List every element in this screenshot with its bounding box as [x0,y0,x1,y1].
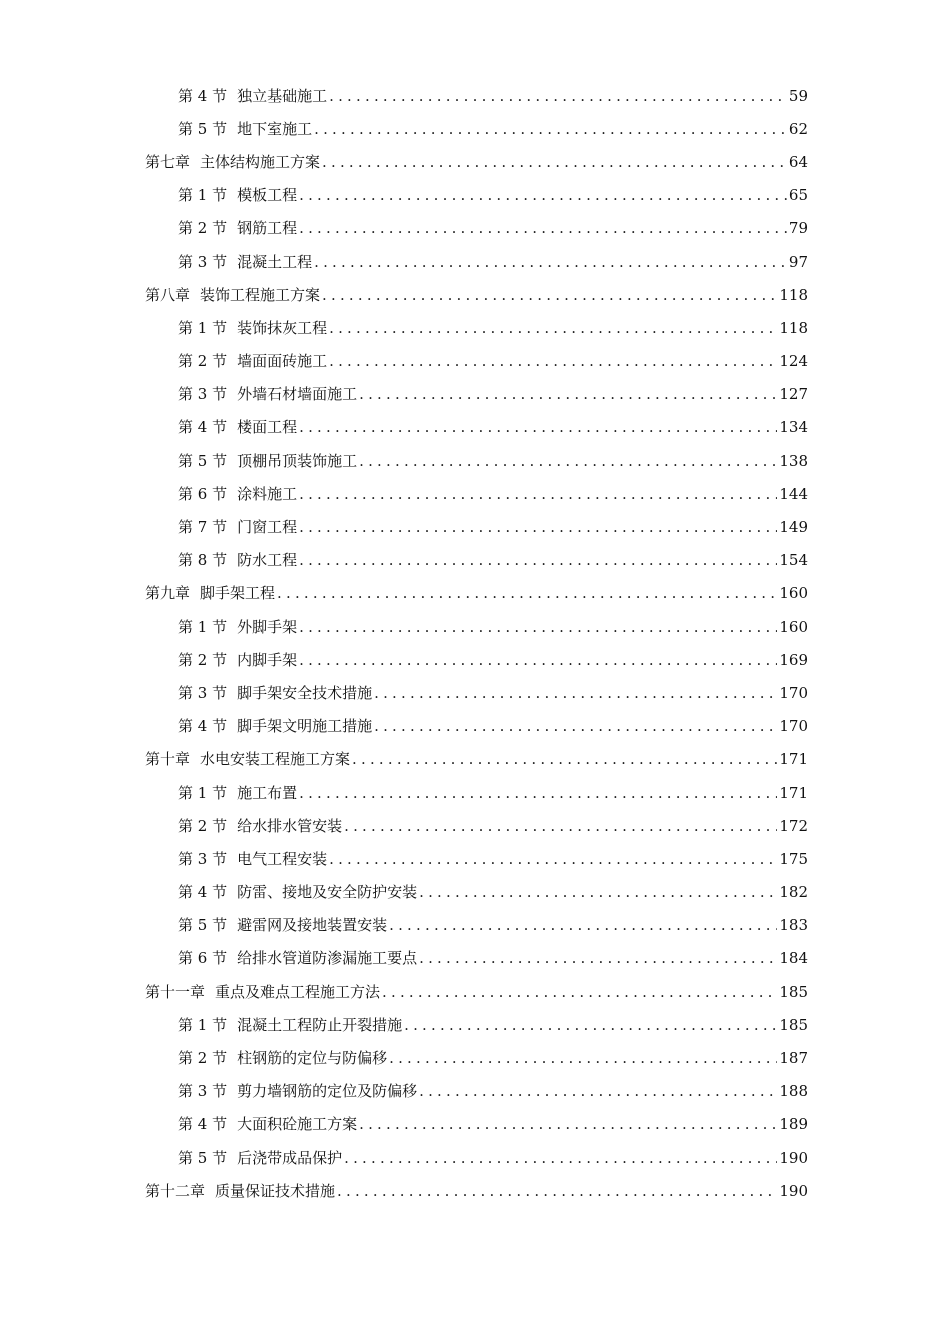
dot-leader [322,152,787,172]
entry-title: 门窗工程 [237,518,298,537]
entry-number: 第 3 节 [178,385,228,404]
entry-page-number: 182 [779,883,808,902]
table-of-contents [0,79,950,1207]
entry-title: 给水排水管安装 [237,816,343,835]
entry-number: 第 2 节 [178,650,228,669]
toc-entry[interactable] [0,278,950,311]
entry-page-number: 190 [779,1148,808,1167]
dot-leader [314,252,787,272]
dot-leader [359,384,777,404]
toc-entry[interactable] [0,610,950,643]
entry-number: 第 6 节 [178,949,228,968]
entry-number: 第 4 节 [178,883,228,902]
entry-number: 第 4 节 [178,86,228,105]
dot-leader [314,119,787,139]
entry-number: 第十章 [145,750,191,769]
entry-number: 第 2 节 [178,816,228,835]
entry-title: 独立基础施工 [237,86,328,105]
dot-leader [299,783,777,803]
dot-leader [299,550,777,570]
entry-title: 楼面工程 [237,418,298,437]
entry-title: 顶棚吊顶装饰施工 [237,451,358,470]
dot-leader [299,417,777,437]
entry-number: 第 4 节 [178,418,228,437]
toc-entry[interactable] [0,577,950,610]
toc-entry[interactable] [0,676,950,709]
toc-entry[interactable] [0,942,950,975]
entry-title: 水电安装工程施工方案 [200,750,351,769]
toc-entry[interactable] [0,179,950,212]
entry-title: 脚手架安全技术措施 [237,683,373,702]
toc-entry[interactable] [0,876,950,909]
dot-leader [359,451,777,471]
entry-title: 地下室施工 [237,119,313,138]
entry-number: 第 1 节 [178,617,228,636]
entry-page-number: 190 [779,1181,808,1200]
entry-title: 防雷、接地及安全防护安装 [237,883,418,902]
toc-entry[interactable] [0,477,950,510]
toc-entry[interactable] [0,1108,950,1141]
entry-number: 第 6 节 [178,484,228,503]
entry-page-number: 170 [779,717,808,736]
entry-page-number: 185 [779,1015,808,1034]
entry-number: 第 5 节 [178,916,228,935]
entry-title: 后浇带成品保护 [237,1148,343,1167]
entry-page-number: 170 [779,683,808,702]
toc-entry[interactable] [0,145,950,178]
entry-number: 第 8 节 [178,551,228,570]
toc-entry[interactable] [0,643,950,676]
dot-leader [337,1181,777,1201]
entry-page-number: 189 [779,1115,808,1134]
toc-entry[interactable] [0,1075,950,1108]
toc-entry[interactable] [0,79,950,112]
entry-number: 第七章 [145,152,191,171]
entry-number: 第八章 [145,285,191,304]
entry-number: 第 1 节 [178,318,228,337]
entry-title: 模板工程 [237,186,298,205]
entry-number: 第 7 节 [178,518,228,537]
entry-number: 第 5 节 [178,1148,228,1167]
entry-page-number: 169 [779,650,808,669]
entry-page-number: 118 [779,285,808,304]
toc-entry[interactable] [0,776,950,809]
entry-title: 质量保证技术措施 [215,1181,336,1200]
entry-page-number: 65 [788,186,808,205]
dot-leader [299,617,777,637]
entry-title: 给排水管道防渗漏施工要点 [237,949,418,968]
dot-leader [322,285,777,305]
entry-title: 脚手架文明施工措施 [237,717,373,736]
entry-number: 第 3 节 [178,683,228,702]
entry-page-number: 187 [779,1049,808,1068]
entry-number: 第十二章 [145,1181,206,1200]
toc-entry[interactable] [0,444,950,477]
entry-number: 第 1 节 [178,186,228,205]
entry-page-number: 149 [779,518,808,537]
entry-number: 第 5 节 [178,451,228,470]
dot-leader [299,517,777,537]
entry-number: 第十一章 [145,982,206,1001]
entry-title: 外脚手架 [237,617,298,636]
entry-number: 第 5 节 [178,119,228,138]
entry-title: 混凝土工程防止开裂措施 [237,1015,403,1034]
entry-page-number: 62 [788,119,808,138]
entry-title: 避雷网及接地装置安装 [237,916,388,935]
entry-title: 大面积砼施工方案 [237,1115,358,1134]
toc-entry[interactable] [0,1141,950,1174]
entry-title: 脚手架工程 [200,584,276,603]
toc-entry[interactable] [0,975,950,1008]
entry-title: 电气工程安装 [237,849,328,868]
entry-title: 重点及难点工程施工方法 [215,982,381,1001]
toc-entry[interactable] [0,411,950,444]
entry-page-number: 154 [779,551,808,570]
toc-entry[interactable] [0,510,950,543]
entry-number: 第 3 节 [178,1082,228,1101]
toc-entry[interactable] [0,112,950,145]
toc-entry[interactable] [0,245,950,278]
entry-page-number: 185 [779,982,808,1001]
toc-entry[interactable] [0,212,950,245]
dot-leader [299,185,787,205]
entry-page-number: 171 [779,750,808,769]
entry-page-number: 172 [779,816,808,835]
entry-page-number: 124 [779,352,808,371]
dot-leader [352,749,777,769]
entry-page-number: 160 [779,617,808,636]
dot-leader [329,849,777,869]
entry-page-number: 127 [779,385,808,404]
toc-entry[interactable] [0,909,950,942]
entry-page-number: 183 [779,916,808,935]
toc-entry[interactable] [0,378,950,411]
toc-entry[interactable] [0,1041,950,1074]
dot-leader [299,218,787,238]
entry-title: 涂料施工 [237,484,298,503]
toc-entry[interactable] [0,311,950,344]
entry-page-number: 138 [779,451,808,470]
entry-title: 装饰抹灰工程 [237,318,328,337]
entry-title: 墙面面砖施工 [237,352,328,371]
entry-title: 混凝土工程 [237,252,313,271]
entry-page-number: 184 [779,949,808,968]
entry-number: 第 2 节 [178,1049,228,1068]
entry-number: 第九章 [145,584,191,603]
dot-leader [374,716,777,736]
entry-page-number: 134 [779,418,808,437]
dot-leader [329,86,787,106]
entry-page-number: 118 [779,318,808,337]
dot-leader [359,1114,777,1134]
toc-entry[interactable] [0,544,950,577]
toc-entry[interactable] [0,809,950,842]
entry-title: 装饰工程施工方案 [200,285,321,304]
dot-leader [329,351,777,371]
entry-number: 第 3 节 [178,252,228,271]
toc-entry[interactable] [0,743,950,776]
entry-title: 剪力墙钢筋的定位及防偏移 [237,1082,418,1101]
dot-leader [419,1081,777,1101]
entry-title: 防水工程 [237,551,298,570]
entry-number: 第 2 节 [178,219,228,238]
dot-leader [374,683,777,703]
dot-leader [419,948,777,968]
entry-number: 第 3 节 [178,849,228,868]
entry-title: 外墙石材墙面施工 [237,385,358,404]
entry-number: 第 1 节 [178,1015,228,1034]
entry-page-number: 144 [779,484,808,503]
entry-title: 钢筋工程 [237,219,298,238]
dot-leader [344,1148,777,1168]
dot-leader [404,1015,777,1035]
dot-leader [344,816,777,836]
entry-page-number: 175 [779,849,808,868]
entry-number: 第 1 节 [178,783,228,802]
dot-leader [299,650,777,670]
entry-page-number: 160 [779,584,808,603]
toc-entry[interactable] [0,710,950,743]
dot-leader [419,882,777,902]
entry-page-number: 97 [788,252,808,271]
dot-leader [299,484,777,504]
entry-title: 柱钢筋的定位与防偏移 [237,1049,388,1068]
entry-page-number: 79 [788,219,808,238]
entry-page-number: 59 [788,86,808,105]
toc-entry[interactable] [0,345,950,378]
entry-number: 第 4 节 [178,717,228,736]
dot-leader [382,982,777,1002]
entry-number: 第 2 节 [178,352,228,371]
entry-title: 主体结构施工方案 [200,152,321,171]
entry-title: 内脚手架 [237,650,298,669]
toc-entry[interactable] [0,1008,950,1041]
toc-entry[interactable] [0,1174,950,1207]
dot-leader [389,915,777,935]
entry-page-number: 188 [779,1082,808,1101]
entry-title: 施工布置 [237,783,298,802]
dot-leader [329,318,777,338]
entry-page-number: 64 [788,152,808,171]
dot-leader [277,583,777,603]
entry-page-number: 171 [779,783,808,802]
dot-leader [389,1048,777,1068]
entry-number: 第 4 节 [178,1115,228,1134]
toc-entry[interactable] [0,842,950,875]
